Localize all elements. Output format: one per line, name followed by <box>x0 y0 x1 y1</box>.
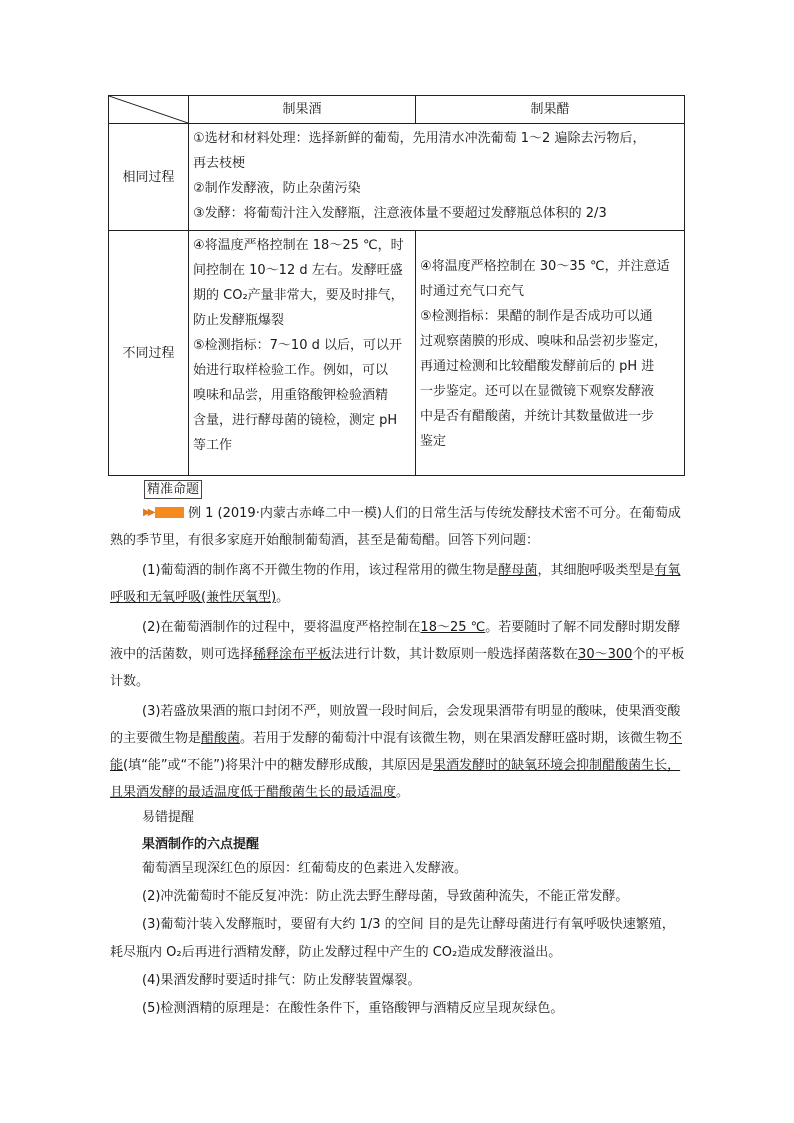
section-title: 精准命题 <box>144 480 202 499</box>
col-header-vinegar: 制果醋 <box>416 96 685 124</box>
wine-diff-cell <box>189 231 416 476</box>
example-intro: 例 1 (2019·内蒙古赤峰二中一模)人们的日常生活与传统发酵技术密不可分。在葡萄成熟的季节里，有很多家庭开始酿制葡萄酒，甚至是葡萄醋。回答下列问题： <box>110 506 681 548</box>
diff-process-row <box>109 231 685 476</box>
comparison-table <box>108 95 685 476</box>
diagonal-corner-cell <box>109 96 189 124</box>
error-item: (4)果酒发酵时要适时排气：防止发酵装置爆裂。 <box>142 973 421 988</box>
col-header-wine: 制果酒 <box>189 96 416 124</box>
error-item: (3)葡萄汁装入发酵瓶时，要留有大约 1/3 的空间 目的是先让酵母菌进行有氧呼吸快速繁殖，耗尽瓶内 O₂后再进行酒精发酵，防止发酵过程中产生的 CO₂造成发酵液溢出。 <box>110 917 675 960</box>
same-line: 再去枝梗 <box>193 156 246 171</box>
q3-text: 。 <box>396 785 410 800</box>
wine-line: 始进行取样检验工作。例如，可以 <box>193 363 389 378</box>
vinegar-line: 鉴定 <box>420 434 447 449</box>
q3-text: (3)若盛放果酒的瓶口封闭不严，则放置一段时间后，会发现果酒带有明显的酸味，使果酒变酸的主要微生物是 <box>110 704 681 746</box>
wine-line: 含量，进行酵母菌的镜检，测定 pH <box>193 413 398 428</box>
wine-line: 等工作 <box>193 438 233 453</box>
same-process-row <box>109 124 685 231</box>
error-subtitle: 果酒制作的六点提醒 <box>142 837 260 852</box>
table-header-row <box>109 96 685 124</box>
error-item: (5)检测酒精的原理是：在酸性条件下，重铬酸钾与酒精反应呈现灰绿色。 <box>142 1001 564 1016</box>
vinegar-line: 一步鉴定。还可以在显微镜下观察发酵液 <box>420 384 655 399</box>
vinegar-line: 过观察菌膜的形成、嗅味和品尝初步鉴定， <box>420 334 668 349</box>
vinegar-line: 时通过充气口充气 <box>420 284 525 299</box>
q2-answer-1: 18～25 ℃ <box>420 620 486 635</box>
q2-answer-2: 稀释涂布平板 <box>253 647 332 662</box>
q2-text: 个的平板计数。 <box>110 647 685 689</box>
wine-line: 嗅味和品尝，用重铬酸钾检验酒精 <box>193 388 389 403</box>
wine-line: ⑤检测指标：7～10 d 以后，可以开 <box>193 338 402 353</box>
q1-text: ，其细胞呼吸类型是 <box>537 563 655 578</box>
example-block <box>110 500 686 806</box>
same-line: ③发酵：将葡萄汁注入发酵瓶，注意液体量不要超过发酵瓶总体积的 2/3 <box>193 206 607 221</box>
diagonal-line <box>109 96 188 123</box>
q2-text: 法进行计数，其计数原则一般选择菌落数在 <box>331 647 579 662</box>
q1-text: 。 <box>276 590 290 605</box>
row-label-diff: 不同过程 <box>109 231 189 476</box>
error-item: (2)冲洗葡萄时不能反复冲洗：防止洗去野生酵母菌，导致菌种流失，不能正常发酵。 <box>142 889 629 904</box>
question-1 <box>110 557 686 611</box>
error-list <box>110 855 686 1023</box>
vinegar-diff-cell <box>416 231 685 476</box>
vinegar-line: ④将温度严格控制在 30～35 ℃，并注意适 <box>420 259 670 274</box>
same-line: ②制作发酵液，防止杂菌污染 <box>193 181 361 196</box>
q2-text: 。若要随时了解不同发酵时期发酵液中的活菌数，则可选择 <box>110 620 681 662</box>
error-item: 葡萄酒呈现深红色的原因：红葡萄皮的色素进入发酵液。 <box>142 861 468 876</box>
error-title: 易错提醒 <box>142 810 195 825</box>
q3-text: (填“能”或“不能”)将果汁中的糖发酵形成酸，其原因是 <box>123 758 434 773</box>
same-process-cell <box>189 124 685 231</box>
row-label-same: 相同过程 <box>109 124 189 231</box>
q2-text: (2)在葡萄酒制作的过程中，要将温度严格控制在 <box>142 620 421 635</box>
double-arrow-icon: ▶▶ <box>143 507 153 518</box>
vinegar-line: 中是否有醋酸菌，并统计其数量做进一步 <box>420 409 655 424</box>
q3-text: 。若用于发酵的葡萄汁中混有该微生物，则在果酒发酵旺盛时期，该微生物 <box>240 731 670 746</box>
wine-line: 间控制在 10～12 d 左右。发酵旺盛 <box>193 263 403 278</box>
q3-answer-1: 醋酸菌 <box>201 731 241 746</box>
q1-answer-1: 酵母菌 <box>498 563 538 578</box>
question-3 <box>110 698 686 806</box>
vinegar-line: ⑤检测指标：果醋的制作是否成功可以通 <box>420 309 653 324</box>
q1-text: (1)葡萄酒的制作离不开微生物的作用，该过程常用的微生物是 <box>142 563 499 578</box>
wine-line: 防止发酵瓶爆裂 <box>193 313 285 328</box>
q3-answer-3: 果酒发酵时的缺氧环境会抑制醋酸菌生长，且果酒发酵的最适温度低于醋酸菌生长的最适温度 <box>110 758 681 800</box>
wine-line: ④将温度严格控制在 18～25 ℃，时 <box>193 238 404 253</box>
q1-answer-2: 有氧呼吸和无氧呼吸(兼性厌氧型) <box>110 563 681 605</box>
question-2 <box>110 614 686 695</box>
q2-answer-3: 30～300 <box>578 647 633 662</box>
q3-answer-2: 不能 <box>110 731 683 773</box>
vinegar-line: 再通过检测和比较醋酸发酵前后的 pH 进 <box>420 359 655 374</box>
wine-line: 期的 CO₂产量非常大，要及时排气， <box>193 288 404 303</box>
same-line: ①选材和材料处理：选择新鲜的葡萄，先用清水冲洗葡萄 1～2 遍除去污物后， <box>193 131 646 146</box>
